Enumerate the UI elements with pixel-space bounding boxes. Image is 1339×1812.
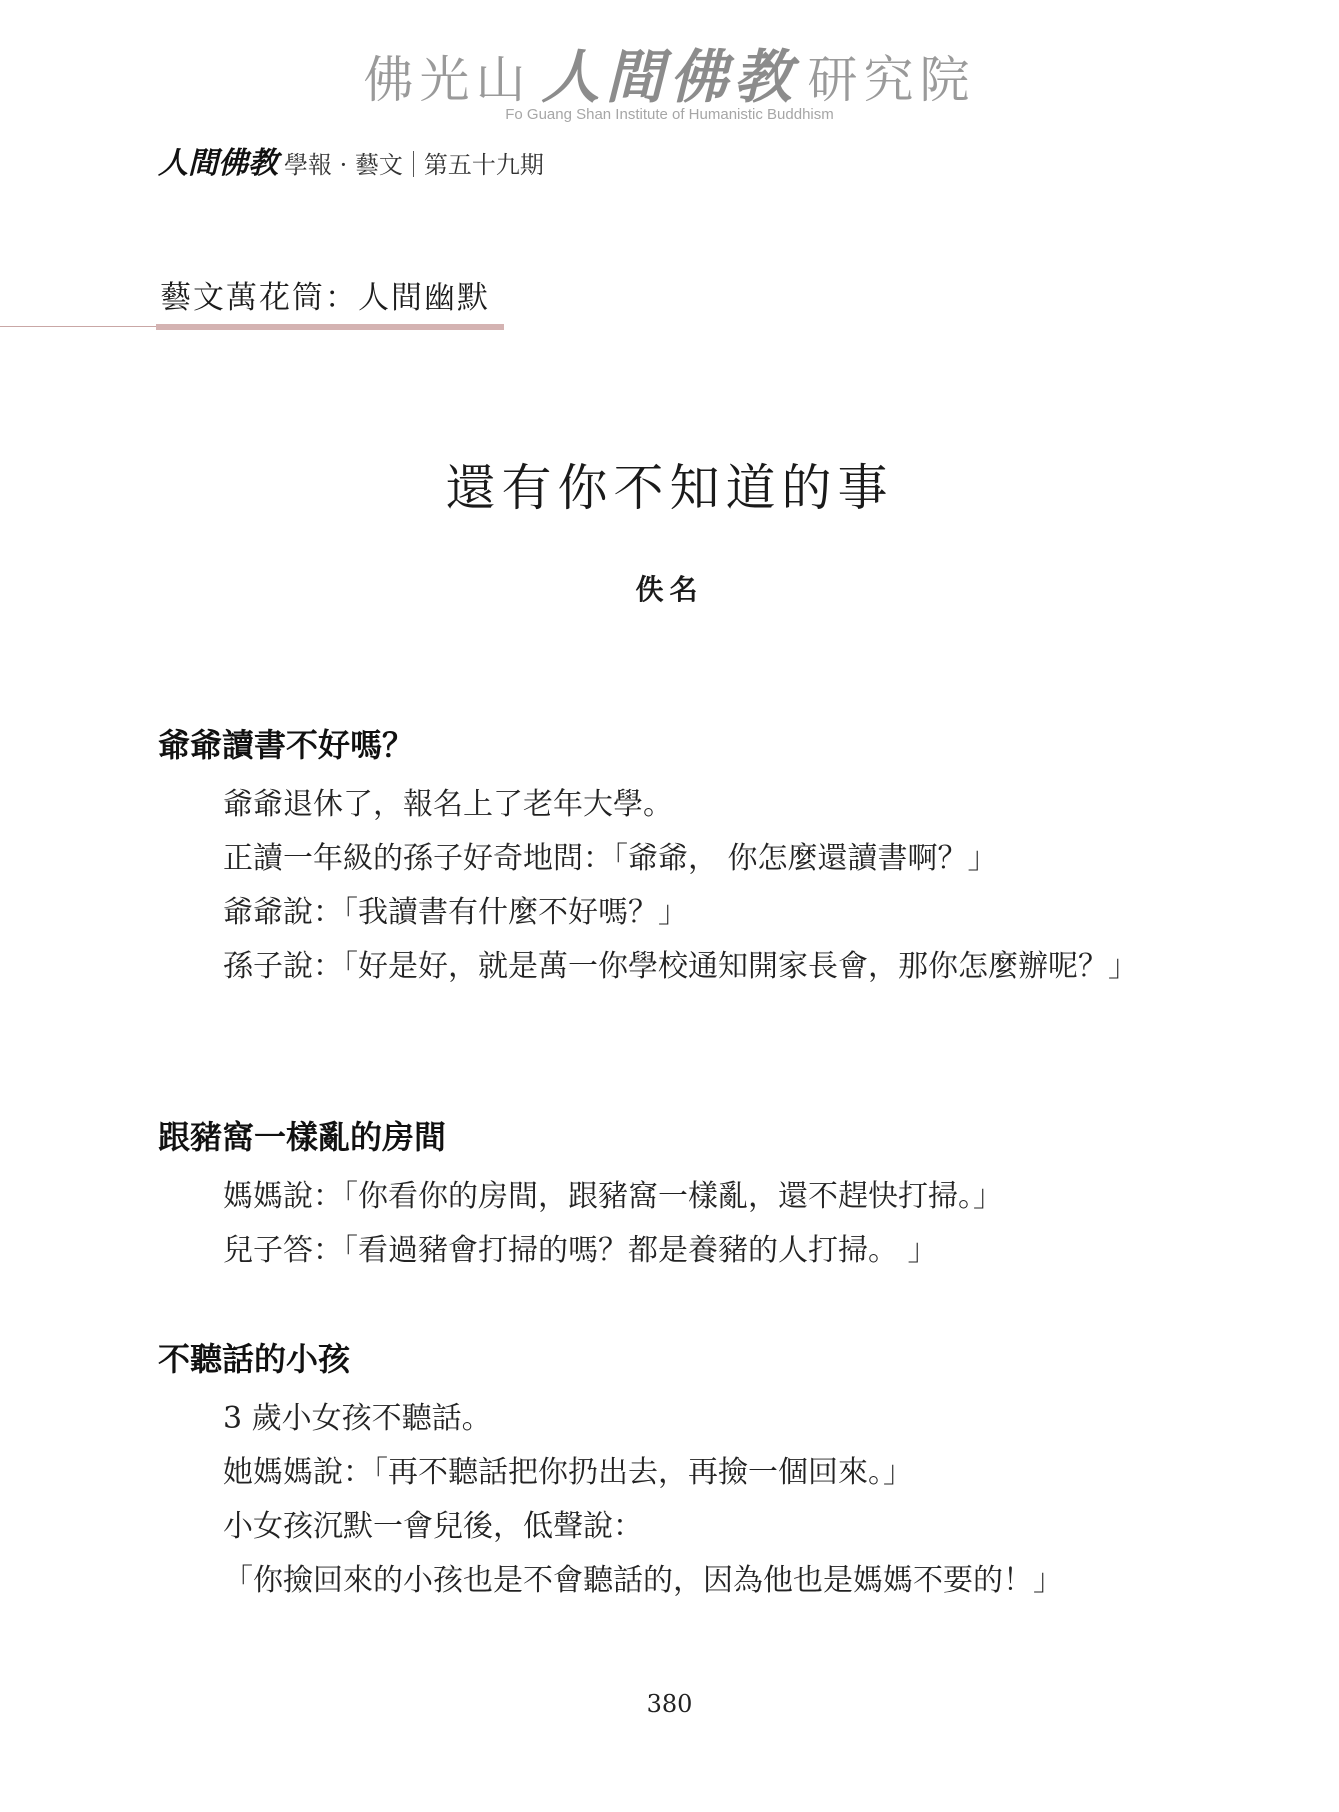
institute-name-prefix: 佛光山 bbox=[363, 51, 532, 109]
story-line: 正讀一年級的孫子好奇地問：「爺爺， 你怎麼還讀書啊？」 bbox=[223, 841, 998, 876]
story-body bbox=[158, 1170, 1158, 1278]
journal-header bbox=[158, 138, 544, 182]
journal-divider bbox=[413, 151, 414, 177]
institute-brand-logo: 人間佛教 bbox=[541, 43, 798, 111]
story-heading: 爺爺讀書不好嗎？ bbox=[158, 726, 415, 764]
story-line: 孫子說：「好是好，就是萬一你學校通知開家長會，那你怎麼辦呢？」 bbox=[223, 949, 1138, 984]
journal-name: 學報 · 藝文 bbox=[284, 151, 403, 179]
article-title: 還有你不知道的事 bbox=[445, 459, 894, 517]
story-line: 3 歲小女孩不聽話。 bbox=[223, 1401, 492, 1436]
journal-logo: 人間佛教 bbox=[158, 146, 278, 181]
journal-issue: 第五十九期 bbox=[423, 151, 544, 179]
institute-name-en: Fo Guang Shan Institute of Humanistic Buddhism bbox=[505, 106, 834, 123]
story-line: 「你撿回來的小孩也是不會聽話的，因為他也是媽媽不要的！」 bbox=[223, 1563, 1063, 1598]
story-line: 兒子答：「看過豬會打掃的嗎？都是養豬的人打掃。 」 bbox=[223, 1233, 938, 1268]
story-body bbox=[158, 1392, 1158, 1608]
story-line: 她媽媽說：「再不聽話把你扔出去，再撿一個回來。」 bbox=[223, 1455, 913, 1490]
article-author: 佚名 bbox=[635, 573, 704, 606]
section-underline bbox=[156, 324, 504, 330]
story-line: 爺爺說：「我讀書有什麼不好嗎？」 bbox=[223, 895, 688, 930]
story-line: 媽媽說：「你看你的房間，跟豬窩一樣亂，還不趕快打掃。」 bbox=[223, 1179, 1003, 1214]
story-body bbox=[158, 778, 1158, 994]
story-heading: 跟豬窩一樣亂的房間 bbox=[158, 1118, 447, 1156]
section-label: 藝文萬花筒：人間幽默 bbox=[160, 280, 490, 316]
story-line: 小女孩沉默一會兒後，低聲說： bbox=[223, 1509, 643, 1544]
institute-name-suffix: 研究院 bbox=[807, 51, 976, 109]
story-line: 爺爺退休了，報名上了老年大學。 bbox=[223, 787, 673, 822]
story-heading: 不聽話的小孩 bbox=[158, 1340, 351, 1378]
institute-name bbox=[0, 30, 1339, 114]
page-number: 380 bbox=[646, 1690, 693, 1718]
